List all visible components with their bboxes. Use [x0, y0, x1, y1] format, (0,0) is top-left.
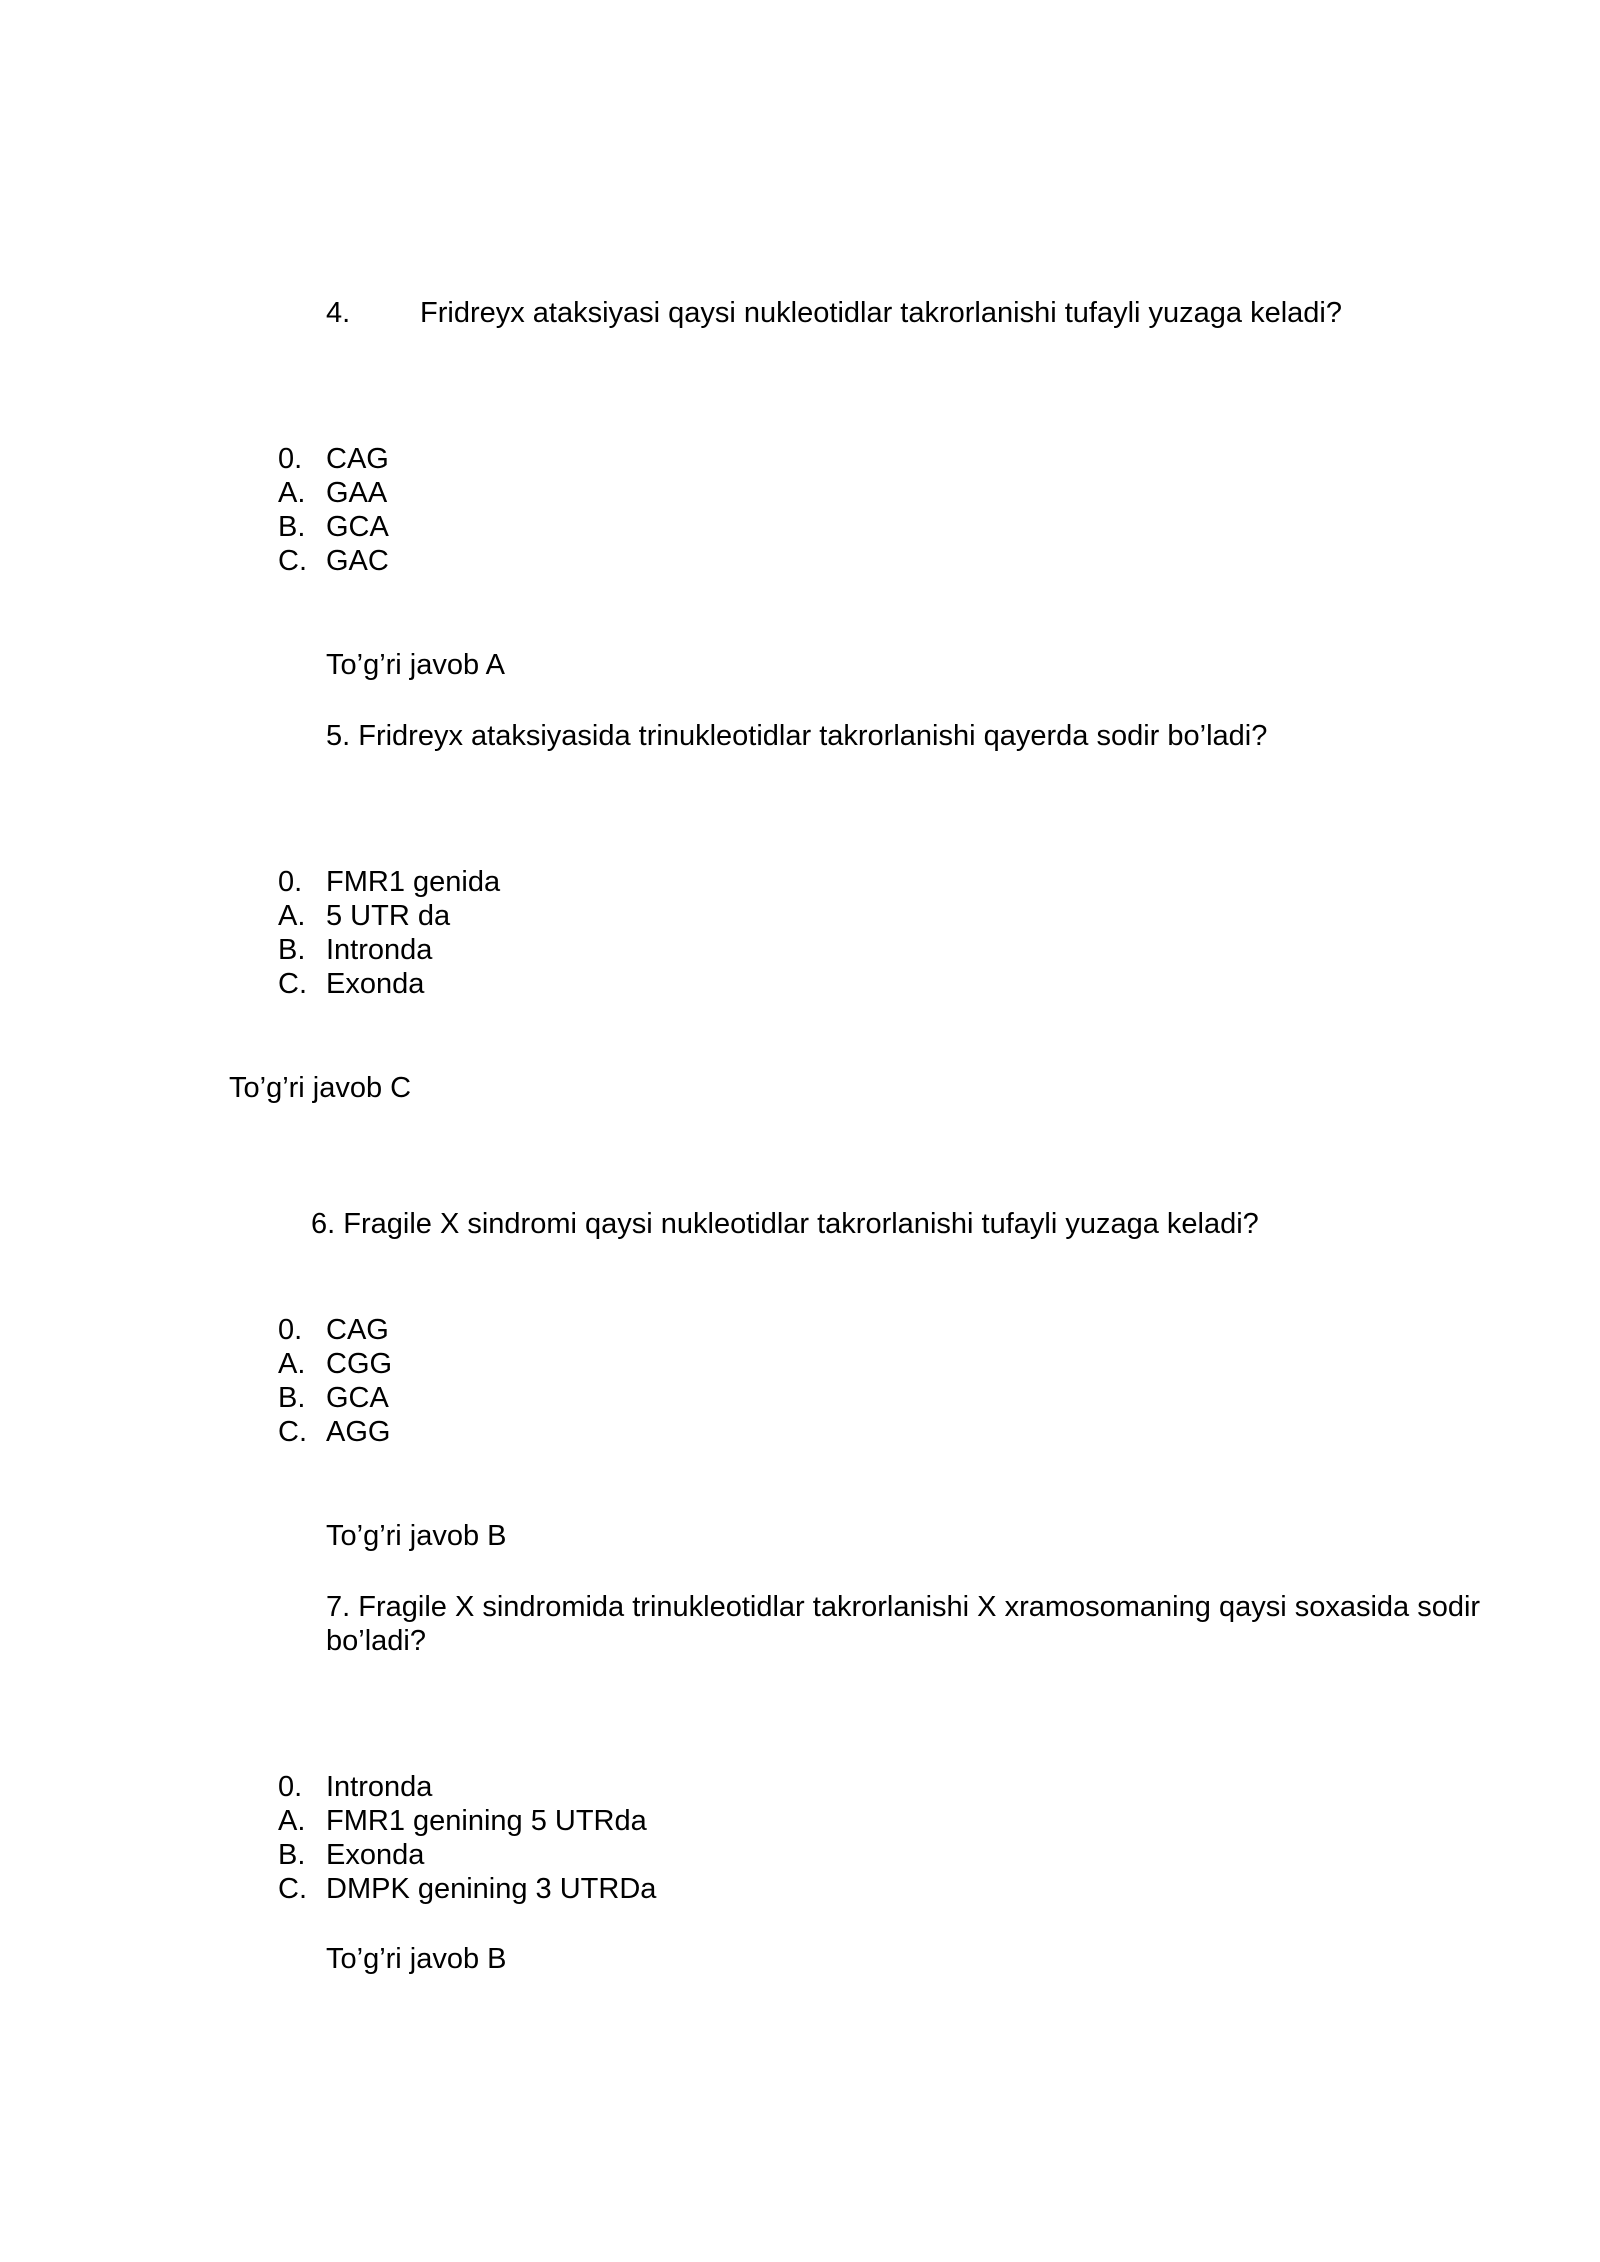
- q5-option-b: [278, 933, 432, 967]
- q5-option-0: [278, 865, 500, 899]
- q4-answer: To’g’ri javob A: [326, 649, 505, 681]
- q4-option-b-letter: B.: [278, 511, 306, 543]
- question-4-number: 4.: [326, 297, 351, 329]
- q6-option-c-text: AGG: [326, 1416, 391, 1448]
- q7-option-c: [278, 1872, 656, 1906]
- q6-option-0-letter: 0.: [278, 1314, 303, 1346]
- q4-option-0-letter: 0.: [278, 443, 303, 475]
- q7-option-0-text: Intronda: [326, 1771, 433, 1803]
- q7-option-c-text: DMPK genining 3 UTRDa: [326, 1873, 657, 1905]
- q6-option-0-text: CAG: [326, 1314, 389, 1346]
- q6-option-b: [278, 1381, 389, 1415]
- question-4-text: Fridreyx ataksiyasi qaysi nukleotidlar takrorlanishi tufayli yuzaga keladi?: [420, 297, 1342, 329]
- q6-option-a: [278, 1347, 392, 1381]
- q5-option-0-text: FMR1 genida: [326, 866, 501, 898]
- q5-option-a-letter: A.: [278, 900, 306, 932]
- q5-option-0-letter: 0.: [278, 866, 303, 898]
- q6-option-c-letter: C.: [278, 1416, 307, 1448]
- q5-option-b-letter: B.: [278, 934, 306, 966]
- q4-option-a-letter: A.: [278, 477, 306, 509]
- q6-option-0: [278, 1313, 389, 1347]
- q4-option-c: [278, 544, 389, 578]
- q6-answer: To’g’ri javob B: [326, 1520, 507, 1552]
- question-6-text: 6. Fragile X sindromi qaysi nukleotidlar takrorlanishi tufayli yuzaga keladi?: [311, 1208, 1259, 1240]
- q7-option-b-text: Exonda: [326, 1839, 425, 1871]
- q5-option-c-text: Exonda: [326, 968, 425, 1000]
- q7-option-b-letter: B.: [278, 1839, 306, 1871]
- q4-option-c-text: GAC: [326, 545, 389, 577]
- question-5-text: 5. Fridreyx ataksiyasida trinukleotidlar takrorlanishi qayerda sodir bo’ladi?: [326, 720, 1268, 752]
- q4-option-b-text: GCA: [326, 511, 389, 543]
- q7-option-b: [278, 1838, 424, 1872]
- q4-option-a: [278, 476, 387, 510]
- q4-option-0: [278, 442, 389, 476]
- q5-answer: To’g’ri javob C: [229, 1072, 412, 1104]
- q7-option-a: [278, 1804, 647, 1838]
- q7-option-a-letter: A.: [278, 1805, 306, 1837]
- q6-option-a-text: CGG: [326, 1348, 393, 1380]
- q7-option-a-text: FMR1 genining 5 UTRda: [326, 1805, 647, 1837]
- q7-answer: To’g’ri javob B: [326, 1943, 507, 1975]
- q7-option-0: [278, 1770, 432, 1804]
- q6-option-a-letter: A.: [278, 1348, 306, 1380]
- q4-option-c-letter: C.: [278, 545, 307, 577]
- q4-option-0-text: CAG: [326, 443, 389, 475]
- q4-option-a-text: GAA: [326, 477, 388, 509]
- q5-option-c-letter: C.: [278, 968, 307, 1000]
- q4-option-b: [278, 510, 389, 544]
- q5-option-a: [278, 899, 450, 933]
- q6-option-b-text: GCA: [326, 1382, 389, 1414]
- q5-option-c: [278, 967, 424, 1001]
- question-7-text: 7. Fragile X sindromida trinukleotidlar takrorlanishi X xramosomaning qaysi soxasida sodir bo’ladi?: [326, 1591, 1481, 1657]
- q5-option-b-text: Intronda: [326, 934, 433, 966]
- q6-option-c: [278, 1415, 390, 1449]
- q7-option-c-letter: C.: [278, 1873, 307, 1905]
- q5-option-a-text: 5 UTR da: [326, 900, 451, 932]
- q7-option-0-letter: 0.: [278, 1771, 303, 1803]
- q6-option-b-letter: B.: [278, 1382, 306, 1414]
